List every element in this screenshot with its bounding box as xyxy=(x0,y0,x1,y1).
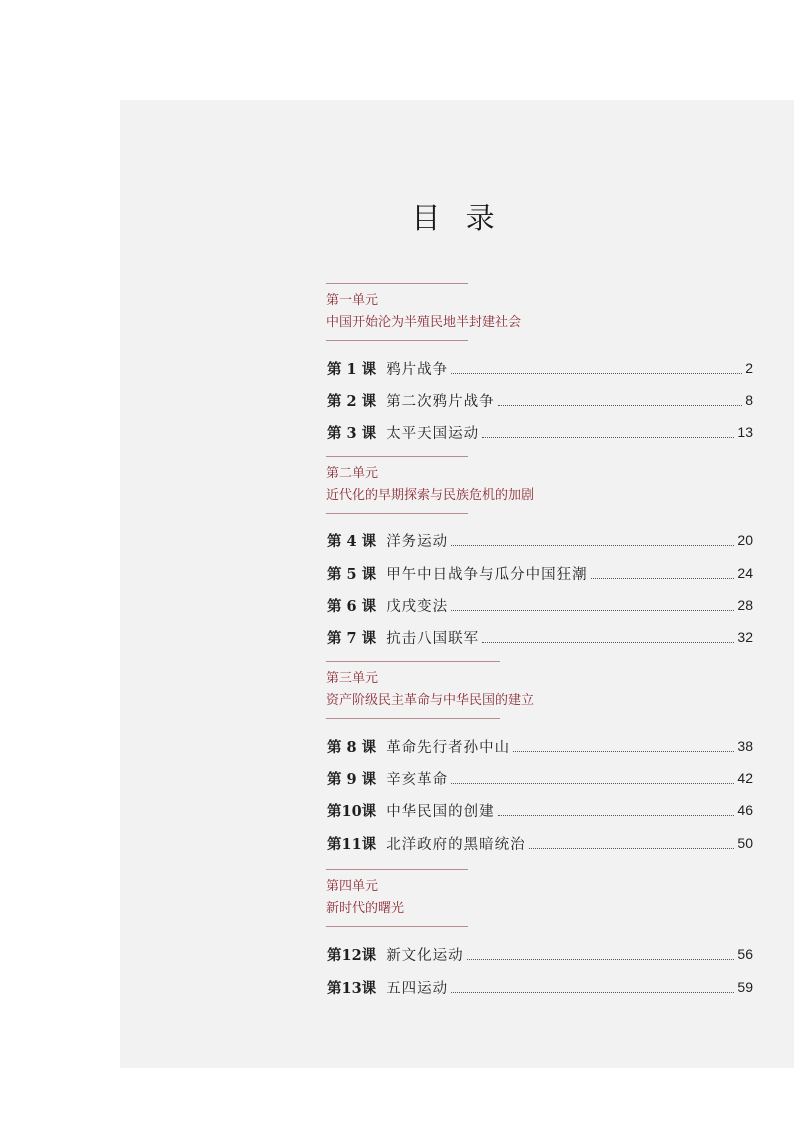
toc-entry[interactable] xyxy=(327,626,753,648)
lesson-number: 第 4 课 xyxy=(327,532,377,550)
unit-divider xyxy=(326,661,500,662)
toc-entry[interactable] xyxy=(327,421,753,443)
toc-entry[interactable] xyxy=(327,799,753,821)
lesson-number: 第 9 课 xyxy=(327,770,377,788)
dot-leader xyxy=(467,959,735,960)
dot-leader xyxy=(451,610,734,611)
page-number: 50 xyxy=(737,835,753,851)
dot-leader xyxy=(591,578,735,579)
lesson-title: 鸦片战争 xyxy=(386,361,449,378)
page-number: 2 xyxy=(745,360,753,376)
lesson-title: 辛亥革命 xyxy=(386,771,449,788)
unit-label: 第一单元 xyxy=(326,293,379,308)
unit-label: 第三单元 xyxy=(326,671,379,686)
page-number: 20 xyxy=(737,532,753,548)
toc-entry[interactable] xyxy=(327,357,753,379)
page-number: 8 xyxy=(745,392,753,408)
lesson-number: 第13课 xyxy=(327,979,377,997)
unit-divider xyxy=(326,718,500,719)
page-number: 13 xyxy=(737,424,753,440)
toc-entry[interactable] xyxy=(327,594,753,616)
dot-leader xyxy=(451,783,734,784)
page-title: 目 录 xyxy=(411,201,503,235)
lesson-number: 第 2 课 xyxy=(327,392,377,410)
unit-title: 近代化的早期探索与民族危机的加剧 xyxy=(326,488,535,503)
toc-entry[interactable] xyxy=(327,832,753,854)
lesson-title: 北洋政府的黑暗统治 xyxy=(386,836,526,853)
unit-label: 第四单元 xyxy=(326,879,379,894)
toc-entry[interactable] xyxy=(327,735,753,757)
page-number: 42 xyxy=(737,770,753,786)
toc-entry[interactable] xyxy=(327,562,753,584)
lesson-title: 第二次鸦片战争 xyxy=(386,393,495,410)
toc-entry[interactable] xyxy=(327,529,753,551)
page-number: 38 xyxy=(737,738,753,754)
lesson-number: 第 3 课 xyxy=(327,424,377,442)
unit-header xyxy=(326,456,535,514)
unit-divider xyxy=(326,283,468,284)
unit-divider xyxy=(326,340,468,341)
dot-leader xyxy=(451,992,734,993)
lesson-title: 中华民国的创建 xyxy=(386,803,495,820)
lesson-number: 第10课 xyxy=(327,802,377,820)
lesson-number: 第11课 xyxy=(327,835,377,853)
document-page xyxy=(120,100,794,1068)
lesson-number: 第12课 xyxy=(327,946,377,964)
page-number: 32 xyxy=(737,629,753,645)
unit-divider xyxy=(326,926,468,927)
lesson-title: 甲午中日战争与瓜分中国狂潮 xyxy=(386,566,588,583)
dot-leader xyxy=(451,373,742,374)
lesson-title: 新文化运动 xyxy=(386,947,464,964)
lesson-title: 五四运动 xyxy=(386,980,449,997)
toc-entry[interactable] xyxy=(327,976,753,998)
toc-entry[interactable] xyxy=(327,389,753,411)
dot-leader xyxy=(482,437,734,438)
unit-title: 中国开始沦为半殖民地半封建社会 xyxy=(326,315,522,330)
unit-header xyxy=(326,869,468,927)
page-number: 56 xyxy=(737,946,753,962)
unit-divider xyxy=(326,456,468,457)
lesson-number: 第 1 课 xyxy=(327,360,377,378)
dot-leader xyxy=(498,815,735,816)
unit-header xyxy=(326,283,522,341)
page-number: 28 xyxy=(737,597,753,613)
lesson-number: 第 7 课 xyxy=(327,629,377,647)
lesson-title: 洋务运动 xyxy=(386,533,449,550)
toc-entry[interactable] xyxy=(327,767,753,789)
dot-leader xyxy=(498,405,743,406)
lesson-number: 第 8 课 xyxy=(327,738,377,756)
dot-leader xyxy=(513,751,734,752)
toc-entry[interactable] xyxy=(327,943,753,965)
unit-title: 资产阶级民主革命与中华民国的建立 xyxy=(326,693,535,708)
lesson-title: 太平天国运动 xyxy=(386,425,480,442)
dot-leader xyxy=(451,545,734,546)
unit-header xyxy=(326,661,535,719)
page-number: 46 xyxy=(737,802,753,818)
unit-divider xyxy=(326,869,468,870)
dot-leader xyxy=(529,848,735,849)
lesson-title: 抗击八国联军 xyxy=(386,630,480,647)
lesson-number: 第 5 课 xyxy=(327,565,377,583)
unit-label: 第二单元 xyxy=(326,466,379,481)
page-number: 24 xyxy=(737,565,753,581)
lesson-number: 第 6 课 xyxy=(327,597,377,615)
unit-title: 新时代的曙光 xyxy=(326,901,405,916)
lesson-title: 戊戌变法 xyxy=(386,598,449,615)
unit-divider xyxy=(326,513,468,514)
dot-leader xyxy=(482,642,734,643)
page-number: 59 xyxy=(737,979,753,995)
lesson-title: 革命先行者孙中山 xyxy=(386,739,511,756)
